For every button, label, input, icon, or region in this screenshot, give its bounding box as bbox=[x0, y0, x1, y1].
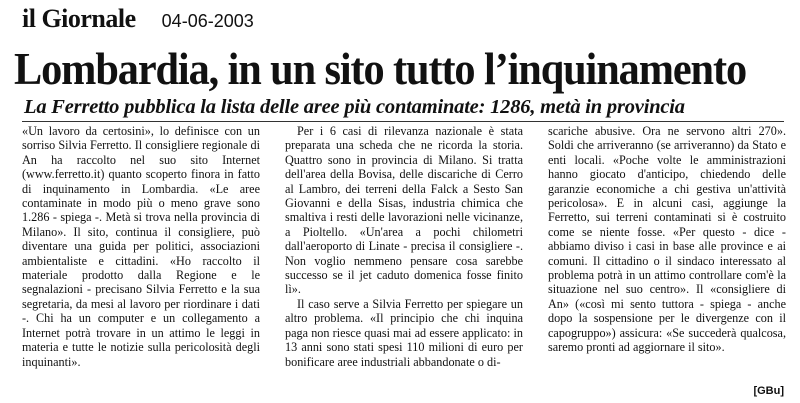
subheadline: La Ferretto pubblica la lista delle aree più contaminate: 1286, metà in provincia bbox=[24, 96, 685, 118]
paragraph: «Un lavoro da certosini», lo definisce con un sorriso Silvia Ferretto. Il consigliere regionale di An ha raccolto nel suo sito Internet (www.ferretto.it) quanto scoperto finora in fatto di inquinamento in Lombardia. «Le aree contaminate in modo più o meno grave sono 1.286 - spiega -. Metà si trova nella provincia di Milano». Il sito, continua il consigliere, può diventare una guida per politici, associazioni ambientaliste e cittadini. «Ho raccolto il materiale prodotto dalla Regione e le segnalazioni - precisano Silvia Ferretto e la sua segretaria, da mesi al lavoro per riordinare i dati -. Chi ha un computer e un collegamento a Internet potrà trovare in un attimo le leggi in materia e tutte le notizie sulla pericolosità degli inquinanti». bbox=[22, 124, 260, 369]
author-byline: [GBu] bbox=[753, 385, 784, 397]
paragraph: Per i 6 casi di rilevanza nazionale è stata preparata una scheda che ne ricorda la storia. Quattro sono in provincia di Milano. Si tratta dell'area della Bovisa, delle discariche di Cerro al Lambro, dei terreni della Falck a Sesto San Giovanni e della Sisas, industria chimica che smaltiva i resti delle lavorazioni nelle vicinanze, a Pioltello. «Un'area a pochi chilometri dall'aeroporto di Linate - precisa il consigliere -. Non voglio nemmeno pensare cosa sarebbe successo se il jet caduto domenica fosse finito lì». bbox=[285, 124, 523, 297]
divider bbox=[22, 121, 784, 122]
newspaper-name: il Giornale bbox=[22, 4, 136, 33]
paragraph: Il caso serve a Silvia Ferretto per spiegare un altro problema. «Il principio che chi inquina paga non riesce quasi mai ad essere applicato: in 13 anni sono stati spesi 110 milioni di euro per bonificare aree industriali abbandonate o di- bbox=[285, 296, 523, 369]
article-column-3 bbox=[548, 124, 786, 396]
paragraph: scariche abusive. Ora ne servono altri 270». Soldi che arriveranno (se arriveranno) da Stato e enti locali. «Poche volte le amministrazioni hanno giocato d'anticipo, chiedendo delle garanzie economiche a chi gestiva un'attività pericolosa». E in alcuni casi, aggiunge la Ferretto, sui terreni contaminati si è costruito come se niente fosse. «Per questo - dice - abbiamo diviso i casi in base alle province e ai comuni. Il cittadino o il sindaco interessato al problema potrà in un attimo controllare com'è la situazione nel suo centro». Il «consigliere di An» («così mi sento tuttora - spiega - anche dopo la sospensione per le divergenze con il capogruppo») assicura: «Se succederà qualcosa, saremo pronti ad aggiornare il sito». bbox=[548, 124, 786, 355]
article-body bbox=[22, 124, 786, 396]
masthead bbox=[22, 4, 254, 34]
headline: Lombardia, in un sito tutto l’inquinamento bbox=[14, 43, 747, 94]
publication-date: 04-06-2003 bbox=[161, 11, 254, 31]
article-column-2 bbox=[285, 124, 523, 396]
article-column-1 bbox=[22, 124, 260, 396]
